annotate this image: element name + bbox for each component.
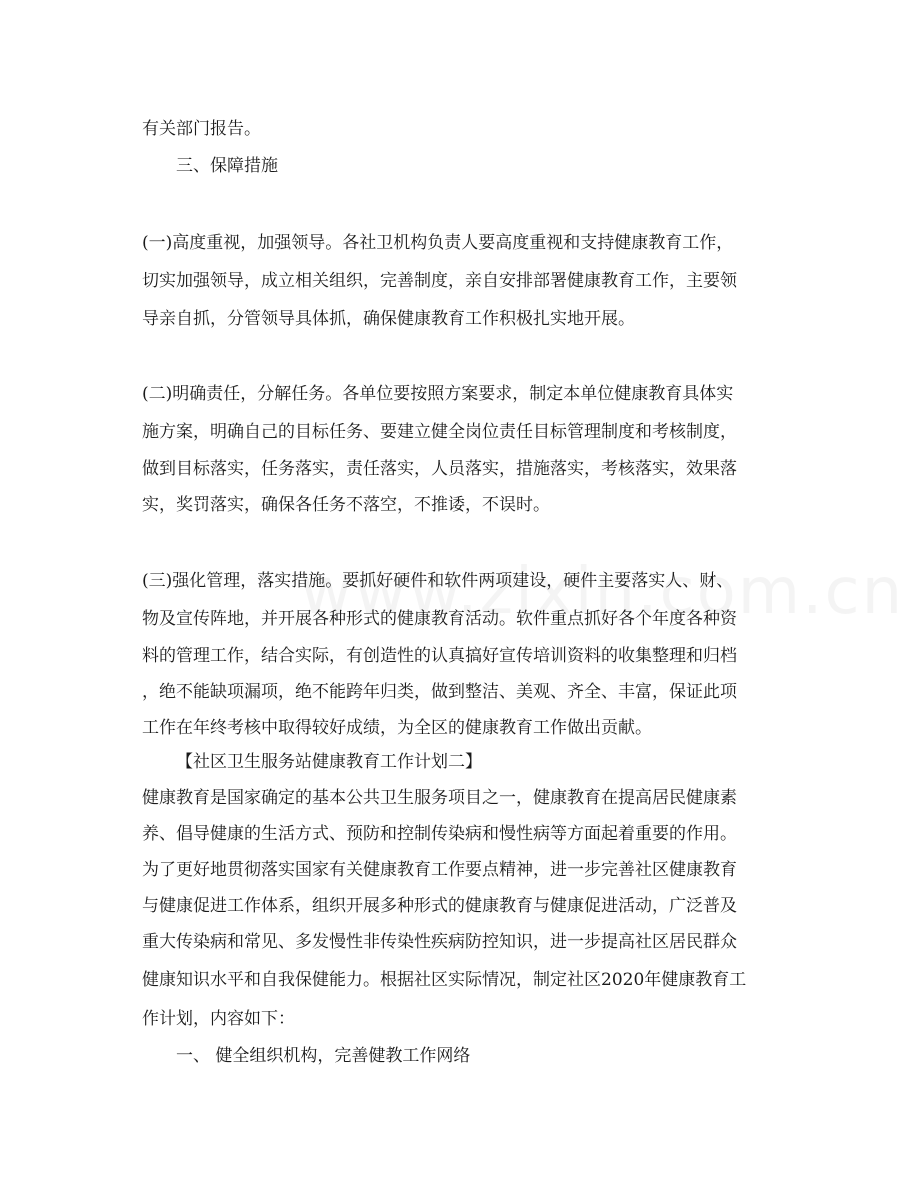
text-line: ，绝不能缺项漏项，绝不能跨年归类，做到整洁、美观、齐全、丰富，保证此项: [142, 682, 737, 702]
text-line: 健康知识水平和自我保健能力。根据社区实际情况，制定社区2020年健康教育工: [142, 970, 747, 990]
text-line: 健康教育是国家确定的基本公共卫生服务项目之一，健康教育在提高居民健康素: [142, 788, 737, 808]
text-line: 切实加强领导，成立相关组织，完善制度，亲自安排部署健康教育工作，主要领: [142, 271, 737, 291]
text-line: 实，奖罚落实，确保各任务不落空，不推诿，不误时。: [142, 495, 550, 515]
section-heading: 【社区卫生服务站健康教育工作计划二】: [176, 752, 482, 772]
section-heading: 三、保障措施: [176, 156, 278, 176]
section-heading: 一、 健全组织机构，完善健教工作网络: [176, 1046, 471, 1066]
text-line: 导亲自抓，分管领导具体抓，确保健康教育工作积极扎实地开展。: [142, 309, 635, 329]
text-line: 工作在年终考核中取得较好成绩，为全区的健康教育工作做出贡献。: [142, 718, 652, 738]
text-line: 为了更好地贯彻落实国家有关健康教育工作要点精神，进一步完善社区健康教育: [142, 860, 737, 880]
text-line: 施方案，明确自己的目标任务、要建立健全岗位责任目标管理制度和考核制度，: [142, 422, 737, 442]
text-line: 作计划，内容如下：: [142, 1009, 295, 1029]
text-line: 养、倡导健康的生活方式、预防和控制传染病和慢性病等方面起着重要的作用。: [142, 824, 737, 844]
text-line: 重大传染病和常见、多发慢性非传染性疾病防控知识，进一步提高社区居民群众: [142, 932, 737, 952]
text-line: 料的管理工作，结合实际，有创造性的认真搞好宣传培训资料的收集整理和归档: [142, 646, 737, 666]
text-line: 与健康促进工作体系，组织开展多种形式的健康教育与健康促进活动，广泛普及: [142, 896, 737, 916]
text-line: 有关部门报告。: [142, 119, 261, 139]
text-line: (一)高度重视，加强领导。各社卫机构负责人要高度重视和支持健康教育工作，: [142, 233, 734, 253]
text-line: (二)明确责任，分解任务。各单位要按照方案要求，制定本单位健康教育具体实: [142, 384, 734, 404]
text-line: 物及宣传阵地，并开展各种形式的健康教育活动。软件重点抓好各个年度各种资: [142, 609, 737, 629]
text-line: 做到目标落实，任务落实，责任落实，人员落实，措施落实，考核落实，效果落: [142, 459, 737, 479]
text-line: (三)强化管理，落实措施。要抓好硬件和软件两项建设，硬件主要落实人、财、: [142, 571, 734, 591]
